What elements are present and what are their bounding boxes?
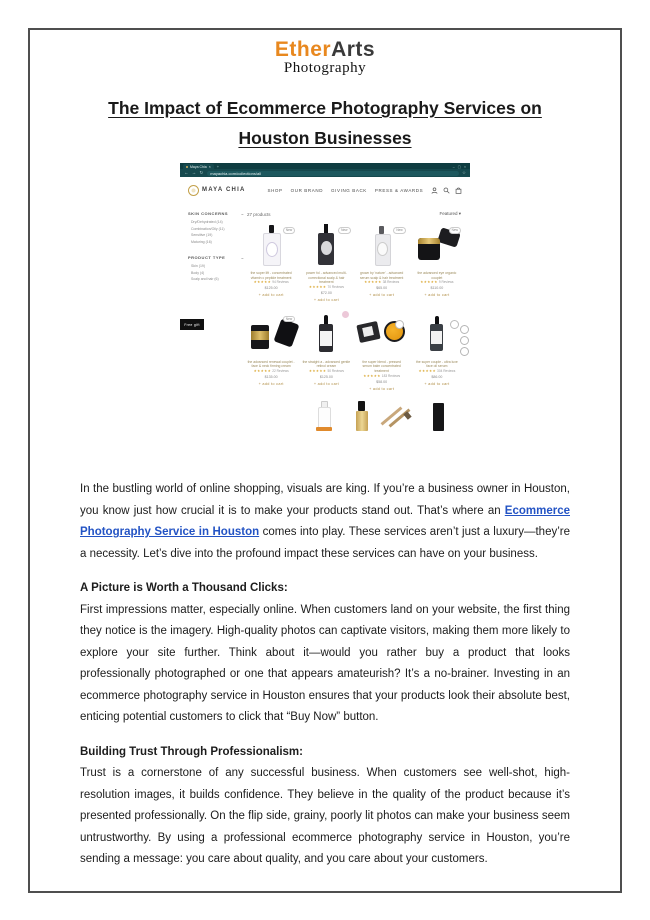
star-icons: ★★★★★	[308, 368, 327, 373]
product-price: $72.00	[320, 290, 332, 295]
favicon-icon	[186, 166, 188, 168]
product-name: the super blend - pressed serum balm concentrated treatment	[362, 359, 401, 373]
add-to-cart-button[interactable]: + add to cart	[424, 293, 450, 298]
star-icons: ★★★★★	[253, 280, 272, 285]
logo-wordmark	[30, 39, 620, 60]
product-image	[357, 222, 407, 268]
free-gift-tab[interactable]: Free gift	[180, 319, 204, 330]
product-image	[246, 222, 296, 268]
star-icons: ★★★★★	[418, 368, 437, 373]
filter-group-skin-concerns	[188, 211, 244, 245]
product-price: $65.00	[376, 286, 388, 291]
widget-badge-icon[interactable]	[460, 325, 469, 334]
product-name: the super lift - concentrated vitamin c peptide treatment	[250, 271, 292, 280]
logo-text-arts: Arts	[331, 38, 376, 61]
product-rating	[246, 280, 296, 285]
intro-text-before: In the bustling world of online shopping, visuals are king. If you’re a business owner in Houston, you know just how crucial it is to make your products stand out. That’s where an	[80, 483, 570, 517]
product-badge: New	[393, 227, 405, 234]
award-seal-icon	[342, 311, 349, 318]
tab-title: Maya Chia	[190, 164, 207, 169]
account-icon[interactable]	[431, 187, 438, 194]
store-brand[interactable]	[188, 185, 245, 196]
filter-option[interactable]: Maturing (16)	[191, 239, 212, 244]
widget-badge-icon[interactable]	[460, 336, 469, 345]
product-rating	[246, 369, 296, 374]
add-to-cart-button[interactable]: + add to cart	[313, 381, 339, 386]
add-to-cart-button[interactable]: + add to cart	[258, 293, 284, 298]
browser-address-bar	[180, 169, 470, 177]
product-price: $135.00	[264, 374, 278, 379]
sort-dropdown[interactable]: Featured ▾	[439, 211, 461, 216]
star-icons: ★★★★★	[253, 368, 272, 373]
product-grid	[244, 222, 464, 391]
product-badge: New	[283, 316, 295, 323]
product-rating	[412, 280, 462, 285]
product-name: the advanced eye organic couplet	[417, 271, 457, 280]
product-grid-area	[244, 211, 464, 439]
collapse-toggle-icon[interactable]: –	[241, 211, 244, 216]
product-name: grown by 'nature' - advanced serum scalp & hair treatment	[359, 271, 404, 280]
logo-text-ether: Ether	[274, 38, 332, 61]
product-name: power fol - advanced multi-correctional scalp & hair treatment	[306, 271, 347, 285]
page-title	[70, 93, 580, 153]
review-count: 304 Reviews	[437, 368, 456, 373]
grid-toolbar	[244, 211, 464, 217]
store-brand-name: MAYA CHIA	[202, 187, 246, 193]
filter-heading: PRODUCT TYPE	[188, 255, 226, 260]
url-text: mayachia.com/collections/all	[210, 170, 261, 176]
product-image[interactable]	[424, 399, 454, 439]
widget-badge-icon[interactable]	[460, 347, 469, 356]
product-price: $110.00	[430, 286, 444, 291]
product-price: $86.00	[431, 374, 443, 379]
section-heading: Building Trust Through Professionalism:	[80, 745, 303, 758]
product-card[interactable]	[246, 222, 296, 302]
review-count: 22 Reviews	[272, 368, 289, 373]
houston-service-link[interactable]: Ecommerce Photography Service in Houston	[80, 504, 570, 538]
add-to-cart-button[interactable]: + add to cart	[369, 293, 395, 298]
filter-option[interactable]: Combination/Oily (11)	[191, 226, 225, 231]
nav-item-giving-back[interactable]: GIVING BACK	[331, 187, 367, 193]
review-count: 50 Reviews	[327, 368, 344, 373]
section-paragraph: First impressions matter, especially online. When customers land on your website, the first thing they notice is the imagery. High-quality photos can captivate visitors, making them more likely to explore your site further. Think about it—would you rather buy a product that looks professionally photographed or one that appears amateurish? It’s a no-brainer. Investing in an ecommerce photography service in Houston ensures that your products look their absolute best, enticing potential customers to click that “Buy Now” button.	[80, 603, 570, 723]
product-image	[301, 222, 351, 268]
star-icons: ★★★★★	[420, 280, 438, 285]
product-card[interactable]	[301, 222, 351, 302]
product-row-cropped	[244, 399, 464, 439]
product-image	[412, 311, 462, 357]
intro-paragraph	[80, 479, 570, 565]
product-name: the super couple - ultra luxe face oil serum	[415, 359, 458, 369]
review-count: 183 Reviews	[381, 373, 401, 378]
product-badge: New	[449, 227, 461, 234]
product-card[interactable]	[246, 311, 296, 391]
title-line-1: The Impact of Ecommerce Photography Services on	[108, 98, 542, 118]
store-nav	[267, 188, 423, 193]
product-price: $125.00	[264, 286, 278, 291]
collapse-toggle-icon[interactable]: –	[241, 255, 244, 260]
store-body	[180, 203, 470, 439]
product-rating	[357, 280, 407, 285]
product-card[interactable]	[357, 222, 407, 302]
search-icon[interactable]	[443, 187, 450, 194]
filter-option[interactable]: Scalp and hair (6)	[191, 277, 219, 281]
product-badge: New	[338, 227, 350, 234]
product-image	[246, 311, 296, 357]
nav-item-shop[interactable]: SHOP	[267, 187, 283, 193]
site-widget-badges	[460, 325, 469, 356]
product-name: the advanced renewal couplet - face & neck firming cream	[247, 359, 295, 369]
filter-heading: SKIN CONCERNS	[188, 211, 229, 216]
brand-logo	[30, 39, 620, 76]
bookmark-star-icon[interactable]: ☆	[461, 170, 466, 175]
product-image[interactable]	[386, 399, 416, 439]
star-icons: ★★★★★	[363, 373, 381, 378]
nav-item-press-awards[interactable]: PRESS & AWARDS	[374, 187, 424, 193]
new-tab-button[interactable]: +	[216, 164, 220, 169]
award-seal-icon	[450, 320, 459, 329]
logo-subtitle: Photography	[283, 60, 367, 76]
review-count: 70 Reviews	[327, 284, 344, 289]
filter-option[interactable]: Sensitive (19)	[191, 233, 213, 237]
nav-item-our-brand[interactable]: OUR BRAND	[290, 187, 324, 193]
window-controls[interactable]: – ▢ ×	[452, 165, 467, 169]
add-to-cart-button[interactable]: + add to cart	[369, 386, 395, 391]
section-heading: A Picture is Worth a Thousand Clicks:	[80, 582, 288, 594]
product-card[interactable]	[412, 311, 462, 391]
review-count: 94 Reviews	[272, 280, 289, 285]
product-rating	[357, 374, 407, 379]
url-field[interactable]	[207, 171, 459, 176]
product-card[interactable]	[357, 311, 407, 391]
browser-tab[interactable]	[183, 164, 214, 169]
section-thousand-clicks	[80, 578, 570, 729]
add-to-cart-button[interactable]: + add to cart	[258, 381, 284, 386]
product-image	[301, 311, 351, 357]
product-image	[412, 222, 462, 268]
award-seal-icon	[395, 320, 404, 329]
add-to-cart-button[interactable]: + add to cart	[313, 297, 339, 302]
product-price: $58.00	[376, 379, 388, 384]
cart-bag-icon[interactable]	[455, 187, 462, 194]
product-rating	[412, 369, 462, 374]
product-image[interactable]	[310, 399, 340, 439]
store-header-icons	[431, 187, 462, 194]
tab-close-icon[interactable]: ×	[208, 164, 211, 169]
title-line-2: Houston Businesses	[238, 128, 412, 148]
product-card[interactable]	[301, 311, 351, 391]
product-rating	[301, 285, 351, 290]
review-count: 9 Reviews	[438, 280, 454, 285]
product-image	[357, 311, 407, 357]
filter-option[interactable]: Dry/Dehydrated (14)	[191, 220, 223, 224]
product-image[interactable]	[348, 399, 378, 439]
browser-chrome	[180, 163, 470, 177]
section-building-trust	[80, 742, 570, 871]
product-rating	[301, 369, 351, 374]
product-price: $125.00	[319, 374, 333, 379]
product-card[interactable]	[412, 222, 462, 302]
store-header	[180, 177, 470, 203]
review-count: 38 Reviews	[382, 280, 400, 285]
product-count: 27 products	[247, 211, 271, 217]
star-icons: ★★★★★	[364, 280, 382, 285]
star-icons: ★★★★★	[308, 284, 327, 289]
filter-option[interactable]: Skin (19)	[191, 264, 206, 268]
document-page	[28, 28, 622, 893]
section-paragraph: Trust is a cornerstone of any successful business. When customers see well-shot, high-resolution images, it builds confidence. They believe in the quality of the product because it’s presented professionally. On the flip side, grainy, poorly lit photos can make your business seem untrustworthy. By using a professional ecommerce photography service in Houston, you’re sending a message: you care about quality, and you care about your customers.	[80, 767, 570, 865]
filter-option[interactable]: Body (4)	[191, 270, 205, 275]
article-body	[80, 479, 570, 871]
intro-text-after: comes into play. These services aren’t just a luxury—they’re a necessity. Let’s dive into the profound impact these services can have on your business.	[80, 526, 570, 560]
product-name: the straight a - advanced gentle retinol cream	[302, 359, 351, 369]
mayachia-logo-icon	[188, 185, 199, 196]
add-to-cart-button[interactable]: + add to cart	[424, 381, 450, 386]
browser-nav-buttons[interactable]: ← → ↻	[184, 170, 205, 175]
product-badge: New	[283, 227, 295, 234]
filter-group-product-type	[188, 255, 244, 283]
embedded-screenshot	[180, 163, 470, 472]
